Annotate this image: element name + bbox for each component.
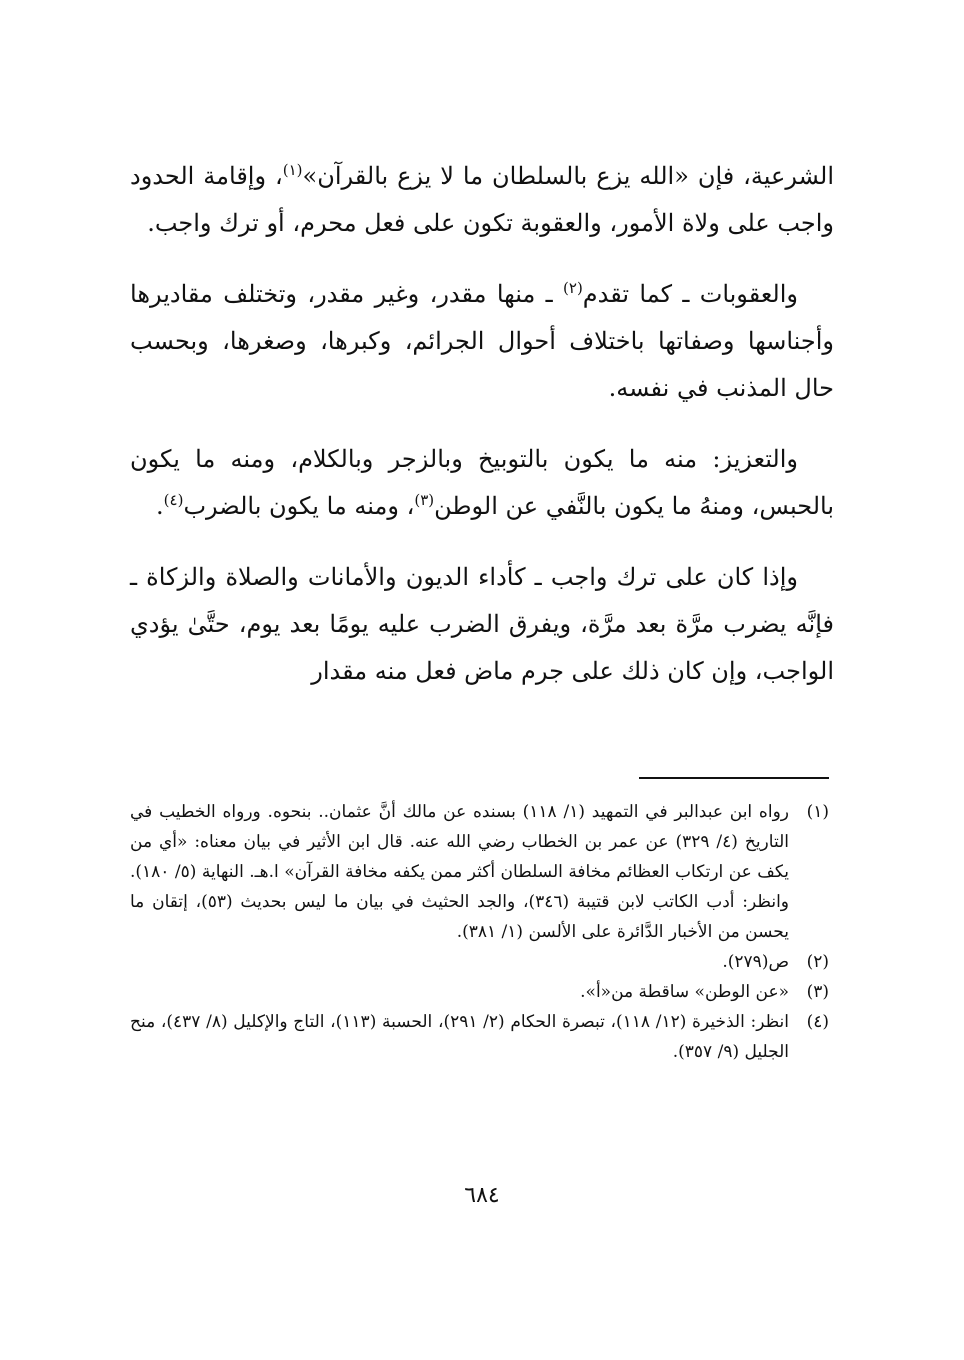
footnotes — [130, 797, 829, 1067]
footnote-number: (٤) — [806, 1012, 829, 1032]
footnote-ref-2: (٢) — [563, 279, 583, 297]
paragraph-2 — [130, 271, 834, 412]
footnote-2 — [130, 947, 829, 977]
paragraph-2-text-a: والعقوبات ـ كما تقدم — [582, 280, 798, 308]
footnote-ref-4: (٤) — [163, 491, 184, 509]
main-text — [130, 153, 834, 695]
footnote-text: انظر: الذخيرة (١٢/ ١١٨)، تبصرة الحكام (٢/ ٢٩١)، الحسبة (١١٣)، التاج والإكليل (٨/ ٤٣٧)، منح الجليل (٩/ ٣٥٧). — [130, 1012, 789, 1062]
footnote-4 — [130, 1007, 829, 1067]
footnote-text: «عن الوطن» ساقطة من«أ». — [580, 982, 789, 1002]
footnote-number: (٢) — [806, 952, 829, 972]
paragraph-3 — [130, 436, 834, 530]
footnote-divider — [639, 777, 829, 779]
footnote-1 — [130, 797, 829, 947]
paragraph-1-text-b: ، وإقامة الحدود واجب على ولاة الأمور، والعقوبة تكون على فعل محرم، أو ترك واجب. — [130, 162, 834, 237]
paragraph-3-text-c: . — [156, 492, 164, 520]
footnote-ref-3: (٣) — [414, 491, 435, 509]
footnote-text: ص(٢٧٩). — [722, 952, 789, 972]
paragraph-3-text-a: والتعزيز: منه ما يكون بالتوبيخ وبالزجر وبالكلام، ومنه ما يكون بالحبس، ومنهُ ما يكون بالنَّفي عن الوطن — [130, 445, 834, 520]
footnote-number: (٣) — [806, 982, 829, 1002]
paragraph-1 — [130, 153, 834, 247]
footnote-text: رواه ابن عبدالبر في التمهيد (١/ ١١٨) بسنده عن مالك أنَّ عثمان.. بنحوه. ورواه الخطيب في التاريخ (٤/ ٣٢٩) عن عمر بن الخطاب رضي الله عنه. قال ابن الأثير في بيان معناه: «أي من يكف عن ارتكاب العظائم مخافة السلطان أكثر ممن يكفه مخافة القرآن» ا.هـ. النهاية (٥/ ١٨٠). وانظر: أدب الكاتب لابن قتيبة (٣٤٦)، والجد الحثيث في بيان ما ليس بحديث (٥٣)، إتقان ما يحسن من الأخبار الدَّائرة على الألسن (١/ ٣٨١). — [130, 802, 789, 942]
paragraph-4: وإذا كان على ترك واجب ـ كأداء الديون والأمانات والصلاة والزكاة ـ فإنَّه يضرب مرَّة بعد مرَّة، ويفرق الضرب عليه يومًا بعد يوم، حتَّىٰ يؤدي الواجب، وإن كان ذلك على جرم ماض فعل منه مقدار — [130, 563, 834, 685]
page-number: ٦٨٤ — [464, 1183, 500, 1208]
paragraph-3-text-b: ، ومنه ما يكون بالضرب — [183, 492, 415, 520]
paragraph-1-text-a: الشرعية، فإن «الله يزع بالسلطان ما لا يزع بالقرآن» — [302, 162, 834, 190]
footnote-3 — [130, 977, 829, 1007]
footnote-number: (١) — [806, 802, 829, 822]
footnote-ref-1: (١) — [282, 161, 303, 179]
paragraph-2-text-b: ـ منها مقدر، وغير مقدر، وتختلف مقاديرها وأجناسها وصفاتها باختلاف أحوال الجرائم، وكبرها، وصغرها، وبحسب حال المذنب في نفسه. — [130, 280, 834, 402]
